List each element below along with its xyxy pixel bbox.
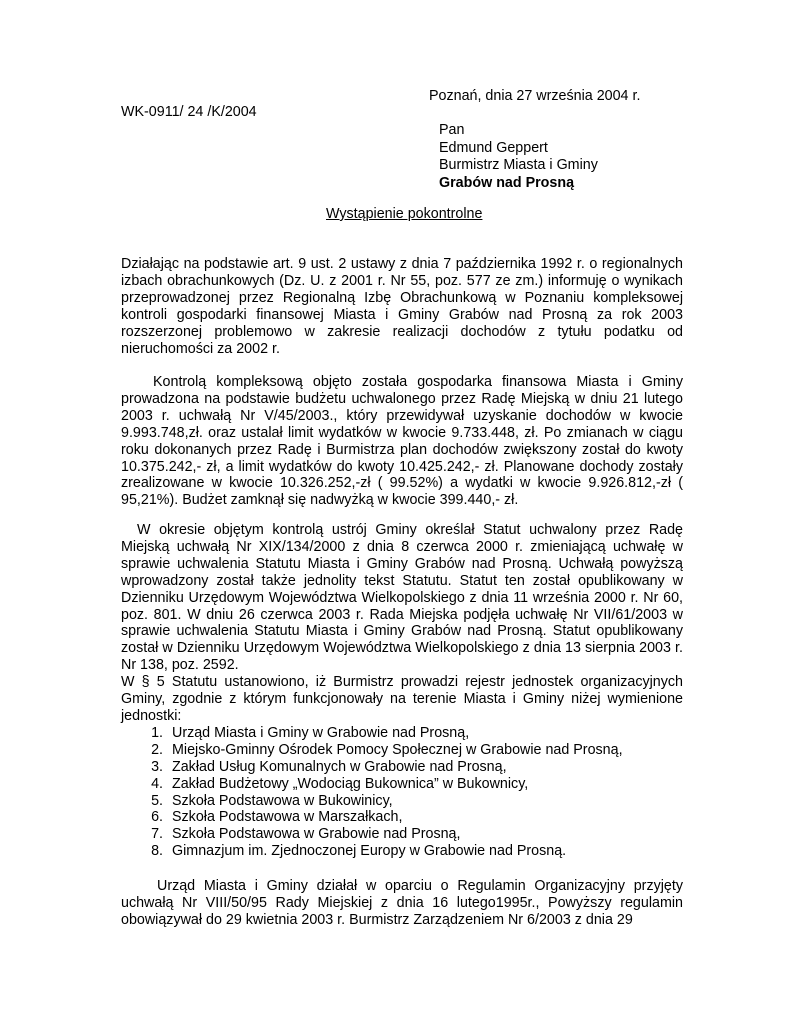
reference-number: WK-0911/ 24 /K/2004 bbox=[121, 104, 257, 120]
list-item-number: 7. bbox=[151, 826, 163, 843]
list-item-number: 3. bbox=[151, 758, 163, 775]
list-item-text: Szkoła Podstawowa w Marszałkach, bbox=[172, 809, 403, 826]
list-item-text: Miejsko-Gminny Ośrodek Pomocy Społecznej w Grabowie nad Prosną, bbox=[172, 741, 623, 758]
list-item bbox=[141, 725, 661, 742]
paragraph-budget: Kontrolą kompleksową objęto została gospodarka finansowa Miasta i Gminy prowadzona na podstawie budżetu uchwalonego przez Radę Miejską w dniu 21 lutego 2003 r. uchwałą Nr V/45/2003., który przewidywał uzyskanie dochodów w kwocie 9.993.748,zł. oraz ustalał limit wydatków w kwocie 9.733.448, zł. Po zmianach w ciągu roku dokonanych przez Radę i Burmistrza plan dochodów zwiększony został do kwoty 10.375.242,- zł, a limit wydatków do kwoty 10.425.242,- zł. Planowane dochody zostały zrealizowane w kwocie 10.326.252,-zł ( 99.52%) a wydatki w kwocie 9.926.812,-zł ( 95,21%). Budżet zamknął się nadwyżką w kwocie 399.440,- zł. bbox=[121, 374, 683, 509]
list-item bbox=[141, 776, 661, 793]
units-list bbox=[141, 725, 661, 860]
addressee-name: Edmund Geppert bbox=[439, 139, 548, 156]
list-item-text: Zakład Budżetowy „Wodociąg Bukownica” w Bukownicy, bbox=[172, 775, 529, 792]
paragraph-statute-text: W okresie objętym kontrolą ustrój Gminy określał Statut uchwalony przez Radę Miejską uchwałą Nr XIX/134/2000 z dnia 8 czerwca 2000 r. zmieniającą uchwałę w sprawie uchwalenia Statutu Miasta i Gminy Grabów nad Prosną. Uchwałą powyższą wprowadzony został także jednolity tekst Statutu. Statut ten został opublikowany w Dzienniku Urzędowym Województwa Wielkopolskiego z dnia 11 września 2000 r. Nr 60, poz. 801. W dniu 26 czerwca 2003 r. Rada Miejska podjęła uchwałę Nr VII/61/2003 w sprawie uchwalenia Statutu Miasta i Gminy Grabów nad Prosną. Statut opublikowany został w Dzienniku Urzędowym Województwa Wielkopolskiego z dnia 13 sierpnia 2003 r. Nr 138, poz. 2592. bbox=[121, 522, 683, 674]
paragraph-register: W § 5 Statutu ustanowiono, iż Burmistrz prowadzi rejestr jednostek organizacyjnych Gminy, zgodnie z którym funkcjonowały na terenie Miasta i Gminy niżej wymienione jednostki: bbox=[121, 674, 683, 724]
list-item bbox=[141, 809, 661, 826]
paragraph-statute bbox=[121, 522, 683, 725]
list-item-text: Gimnazjum im. Zjednoczonej Europy w Grabowie nad Prosną. bbox=[172, 843, 567, 860]
list-item bbox=[141, 826, 661, 843]
addressee-position: Burmistrz Miasta i Gminy bbox=[439, 157, 598, 173]
addressee-salutation: Pan bbox=[439, 122, 465, 138]
list-item bbox=[141, 843, 661, 860]
list-item-number: 6. bbox=[151, 809, 163, 826]
list-item-number: 5. bbox=[151, 792, 163, 809]
paragraph-regulations: Urząd Miasta i Gminy działał w oparciu o Regulamin Organizacyjny przyjęty uchwałą Nr VIII/50/95 Rady Miejskiej z dnia 16 lutego1995r., Powyższy regulamin obowiązywał do 29 kwietnia 2003 r. Burmistrz Zarządzeniem Nr 6/2003 z dnia 29 bbox=[121, 878, 683, 928]
paragraph-legal-basis: Działając na podstawie art. 9 ust. 2 ustawy z dnia 7 października 1992 r. o regionalnych izbach obrachunkowych (Dz. U. z 2001 r. Nr 55, poz. 577 ze zm.) informuję o wynikach przeprowadzonej przez Regionalną Izbę Obrachunkową w Poznaniu kompleksowej kontroli gospodarki finansowej Miasta i Gminy Grabów nad Prosną za rok 2003 rozszerzonej problemowo w zakresie realizacji dochodów z tytułu podatku od nieruchomości za 2002 r. bbox=[121, 256, 683, 357]
list-item-text: Szkoła Podstawowa w Grabowie nad Prosną, bbox=[172, 826, 461, 843]
list-item-text: Urząd Miasta i Gminy w Grabowie nad Prosną, bbox=[172, 725, 470, 741]
list-item bbox=[141, 742, 661, 759]
list-item-number: 4. bbox=[151, 775, 163, 792]
addressee-block bbox=[439, 122, 598, 192]
list-item-text: Zakład Usług Komunalnych w Grabowie nad Prosną, bbox=[172, 758, 507, 775]
document-title: Wystąpienie pokontrolne bbox=[326, 206, 483, 222]
list-item bbox=[141, 759, 661, 776]
list-item-number: 1. bbox=[151, 725, 163, 741]
list-item-number: 2. bbox=[151, 741, 163, 758]
list-item-text: Szkoła Podstawowa w Bukowinicy, bbox=[172, 792, 393, 809]
addressee-place: Grabów nad Prosną bbox=[439, 174, 575, 191]
place-date: Poznań, dnia 27 września 2004 r. bbox=[429, 88, 641, 104]
list-item bbox=[141, 793, 661, 810]
list-item-number: 8. bbox=[151, 843, 163, 860]
